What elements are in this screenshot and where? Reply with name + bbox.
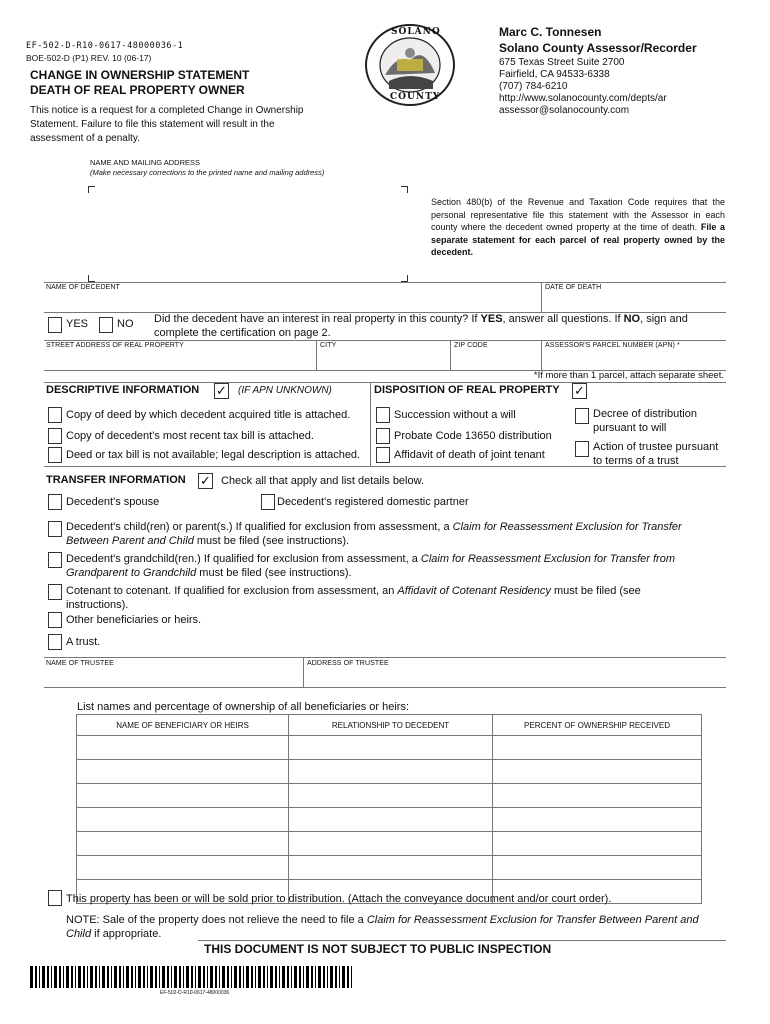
seal-bottom-text: COUNTY (390, 92, 441, 102)
table-row (77, 856, 702, 880)
zip-code-label: ZIP CODE (454, 342, 488, 349)
barcode-bar (239, 966, 241, 988)
barcode-bar (59, 966, 61, 988)
date-of-death-label: DATE OF DEATH (545, 284, 602, 291)
relationship-cell[interactable] (289, 856, 493, 880)
decedent-name-field[interactable] (46, 293, 538, 311)
street-address-label: STREET ADDRESS OF REAL PROPERTY (46, 342, 184, 349)
barcode-bar (258, 966, 261, 988)
barcode-bar (306, 966, 309, 988)
barcode-bar (287, 966, 289, 988)
barcode-bar (294, 966, 297, 988)
apn-unknown-note: (IF APN UNKNOWN) (238, 385, 332, 396)
barcode-bar (51, 966, 52, 988)
barcode-bar (66, 966, 69, 988)
barcode-bar (102, 966, 105, 988)
question-part-b: , answer all questions. If (502, 313, 624, 325)
barcode-bar (215, 966, 217, 988)
barcode-bar (327, 966, 328, 988)
table-row (77, 784, 702, 808)
beneficiaries-table (76, 714, 702, 904)
domestic-partner-label: Decedent's registered domestic partner (277, 496, 469, 508)
divider (44, 382, 726, 383)
note-text-b: if appropriate. (91, 928, 162, 940)
beneficiary-name-cell[interactable] (77, 832, 289, 856)
corner-mark-bl (88, 275, 95, 282)
no-checkbox[interactable] (99, 317, 113, 333)
mailing-label: NAME AND MAILING ADDRESS (90, 158, 201, 167)
cotenant-label (66, 584, 686, 612)
divider (44, 657, 726, 658)
note-text-a: NOTE: Sale of the property does not relieve the need to file a (66, 914, 367, 926)
barcode-bar (179, 966, 181, 988)
divider (44, 282, 726, 283)
barcode-bar (227, 966, 229, 988)
barcode-bar (99, 966, 100, 988)
barcode-bar (263, 966, 265, 988)
barcode-bar (279, 966, 280, 988)
question-yes: YES (480, 313, 503, 325)
percent-cell[interactable] (493, 760, 702, 784)
trustee-action-checkbox[interactable] (575, 441, 589, 457)
divider (316, 340, 317, 370)
legal-description-checkbox[interactable] (48, 447, 62, 463)
beneficiary-name-cell[interactable] (77, 856, 289, 880)
table-row (77, 760, 702, 784)
child-parent-checkbox[interactable] (48, 521, 62, 537)
barcode-bar (282, 966, 285, 988)
joint-tenant-label: Affidavit of death of joint tenant (394, 449, 545, 461)
barcode-bar (159, 966, 160, 988)
barcode-bar (186, 966, 189, 988)
barcode-bar (183, 966, 184, 988)
barcode-bar (114, 966, 117, 988)
question-part-a: Did the decedent have an interest in real property in this county? If (154, 313, 481, 325)
assessor-email[interactable]: assessor@solanocounty.com (499, 105, 630, 116)
barcode-bar (195, 966, 196, 988)
barcode-bar (39, 966, 40, 988)
form-title-line2: DEATH OF REAL PROPERTY OWNER (30, 83, 245, 97)
spouse-checkbox[interactable] (48, 494, 62, 510)
trust-checkbox[interactable] (48, 634, 62, 650)
percent-cell[interactable] (493, 736, 702, 760)
barcode-bar (335, 966, 337, 988)
barcode-bar (147, 966, 148, 988)
other-beneficiaries-label: Other beneficiaries or heirs. (66, 614, 202, 626)
sold-label: This property has been or will be sold prior to distribution. (Attach the conveyance document and/or court order). (66, 893, 612, 905)
mailing-sublabel: (Make necessary corrections to the printed name and mailing address) (90, 168, 325, 177)
assessor-name: Marc C. Tonnesen (499, 25, 602, 39)
grand-claim-form: Claim for Reassessment Exclusion for Transfer from Grandparent to Grandchild (66, 553, 675, 579)
date-of-death-field[interactable] (545, 293, 725, 311)
deed-copy-label: Copy of deed by which decedent acquired title is attached. (66, 409, 351, 421)
barcode-bar (251, 966, 253, 988)
barcode-bar (167, 966, 169, 988)
descriptive-checkmark-icon: ✓ (214, 383, 229, 399)
corner-mark-tr (401, 186, 408, 193)
section-480-body: Section 480(b) of the Revenue and Taxation Code requires that the personal representative file this statement with the Assessor in each county where the decedent owned property at the time of death. (431, 197, 725, 232)
barcode-bar (339, 966, 340, 988)
real-property-question (154, 312, 724, 340)
barcode-bar (219, 966, 220, 988)
cotenant-checkbox[interactable] (48, 584, 62, 600)
barcode-bar (315, 966, 316, 988)
yes-checkbox[interactable] (48, 317, 62, 333)
relationship-cell[interactable] (289, 736, 493, 760)
barcode-bar (191, 966, 193, 988)
form-code: EF-502-D-R10-0617-48000036-1 (26, 41, 184, 51)
child-text-a: Decedent's child(ren) or parent(s.) If qualified for exclusion from assessment, a (66, 521, 453, 533)
yes-label: YES (66, 318, 89, 330)
barcode-bar (210, 966, 213, 988)
seal-top-text: SOLANO (391, 27, 441, 37)
barcode-bar (123, 966, 124, 988)
barcode-bar (234, 966, 237, 988)
barcode-bar (111, 966, 112, 988)
trustee-address-label: ADDRESS OF TRUSTEE (307, 660, 389, 667)
barcode-bar (203, 966, 205, 988)
barcode (30, 966, 356, 988)
child-claim-form: Claim for Reassessment Exclusion for Transfer Between Parent and Child (66, 521, 682, 547)
decedent-name-label: NAME OF DECEDENT (46, 284, 120, 291)
section-480-bold: File a separate statement for each parcel of real property owned by the decedent. (431, 222, 725, 257)
disposition-heading: DISPOSITION OF REAL PROPERTY (374, 384, 560, 396)
assessor-phone: (707) 784-6210 (499, 81, 568, 92)
divider (450, 340, 451, 370)
barcode-bar (270, 966, 273, 988)
barcode-bar (107, 966, 109, 988)
percent-cell[interactable] (493, 784, 702, 808)
question-no: NO (623, 313, 641, 325)
section-480-text (431, 196, 725, 259)
transfer-instruction: Check all that apply and list details below. (221, 475, 425, 487)
decree-label: Decree of distribution pursuant to will (593, 408, 697, 434)
form-number: BOE-502-D (P1) REV. 10 (06-17) (26, 53, 152, 63)
spouse-label: Decedent's spouse (66, 496, 160, 508)
table-row (77, 832, 702, 856)
barcode-bar (342, 966, 345, 988)
percent-cell[interactable] (493, 808, 702, 832)
parcel-footnote: *If more than 1 parcel, attach separate sheet. (533, 370, 724, 381)
joint-tenant-checkbox[interactable] (376, 447, 390, 463)
barcode-bar (135, 966, 136, 988)
barcode-bar (90, 966, 93, 988)
barcode-bar (150, 966, 153, 988)
grandchild-label (66, 552, 726, 580)
table-row (77, 736, 702, 760)
beneficiary-name-cell[interactable] (77, 760, 289, 784)
descriptive-heading: DESCRIPTIVE INFORMATION (46, 384, 200, 396)
barcode-bar (330, 966, 333, 988)
legal-description-label: Deed or tax bill is not available; legal description is attached. (66, 449, 361, 461)
barcode-bar (138, 966, 141, 988)
barcode-bar (222, 966, 225, 988)
deed-copy-checkbox[interactable] (48, 407, 62, 423)
succession-label: Succession without a will (394, 409, 516, 421)
percent-cell[interactable] (493, 856, 702, 880)
trustee-name-label: NAME OF TRUSTEE (46, 660, 114, 667)
child-text-b: must be filed (see instructions). (193, 535, 350, 547)
county-seal (363, 23, 457, 107)
column-header-name: NAME OF BENEFICIARY OR HEIRS (77, 715, 289, 736)
beneficiary-name-cell[interactable] (77, 736, 289, 760)
assessor-address2: Fairfield, CA 94533-6338 (499, 69, 610, 80)
sale-note (66, 913, 716, 941)
barcode-bar (243, 966, 244, 988)
apn-label: ASSESSOR'S PARCEL NUMBER (APN) * (545, 342, 680, 349)
barcode-bar (255, 966, 256, 988)
barcode-bar (162, 966, 165, 988)
transfer-heading: TRANSFER INFORMATION (46, 474, 186, 486)
column-header-relationship: RELATIONSHIP TO DECEDENT (289, 715, 493, 736)
other-beneficiaries-checkbox[interactable] (48, 612, 62, 628)
barcode-bar (323, 966, 325, 988)
child-parent-label (66, 520, 726, 548)
relationship-cell[interactable] (289, 760, 493, 784)
barcode-bar (299, 966, 301, 988)
barcode-bar (119, 966, 121, 988)
no-label: NO (117, 318, 134, 330)
divider (44, 466, 726, 467)
barcode-bar (155, 966, 157, 988)
barcode-bar (95, 966, 97, 988)
barcode-bar (42, 966, 45, 988)
barcode-bar (30, 966, 33, 988)
mailing-address-area[interactable] (88, 186, 408, 282)
decree-checkbox[interactable] (575, 408, 589, 424)
trustee-action-label: Action of trustee pursuant to terms of a trust (593, 441, 719, 467)
city-label: CITY (320, 342, 337, 349)
divider (541, 282, 542, 312)
note-claim-form: Claim for Reassessment Exclusion for Transfer Between Parent and Child (66, 914, 699, 940)
cotenant-text-b: must be filed (see instructions). (66, 585, 641, 611)
barcode-bar (275, 966, 277, 988)
barcode-bar (207, 966, 208, 988)
disposition-checkmark-icon: ✓ (572, 383, 587, 399)
relationship-cell[interactable] (289, 832, 493, 856)
relationship-cell[interactable] (289, 808, 493, 832)
grand-text-b: must be filed (see instructions). (196, 567, 352, 579)
barcode-bar (63, 966, 64, 988)
barcode-bar (126, 966, 129, 988)
trustee-name-field[interactable] (46, 668, 301, 686)
beneficiary-name-cell[interactable] (77, 808, 289, 832)
assessor-url[interactable]: http://www.solanocounty.com/depts/ar (499, 93, 667, 104)
barcode-bar (291, 966, 292, 988)
probate-checkbox[interactable] (376, 428, 390, 444)
apn-field[interactable] (545, 351, 725, 369)
barcode-bar (143, 966, 145, 988)
corner-mark-br (401, 275, 408, 282)
barcode-bar (351, 966, 352, 988)
barcode-bar (231, 966, 232, 988)
barcode-bar (54, 966, 57, 988)
divider (44, 340, 726, 341)
barcode-bar (35, 966, 37, 988)
city-field[interactable] (320, 351, 448, 369)
form-title-line1: CHANGE IN OWNERSHIP STATEMENT (30, 68, 250, 82)
barcode-bar (71, 966, 73, 988)
sold-checkbox[interactable] (48, 890, 62, 906)
probate-label: Probate Code 13650 distribution (394, 430, 552, 442)
barcode-bar (198, 966, 201, 988)
trustee-address-field[interactable] (307, 668, 725, 686)
divider (370, 382, 371, 466)
barcode-bar (174, 966, 177, 988)
table-header-row (77, 715, 702, 736)
barcode-bar (311, 966, 313, 988)
cotenant-affidavit: Affidavit of Cotenant Residency (397, 585, 551, 597)
transfer-checkmark-icon: ✓ (198, 473, 213, 489)
assessor-title: Solano County Assessor/Recorder (499, 41, 697, 55)
barcode-bar (303, 966, 304, 988)
trust-label: A trust. (66, 636, 101, 648)
street-address-field[interactable] (46, 351, 314, 369)
table-row (77, 808, 702, 832)
percent-cell[interactable] (493, 832, 702, 856)
cotenant-text-a: Cotenant to cotenant. If qualified for exclusion from assessment, an (66, 585, 398, 597)
barcode-text: EF-502-D-R10-0617-48000036 (160, 990, 230, 996)
zip-code-field[interactable] (454, 351, 539, 369)
divider (303, 657, 304, 687)
barcode-bar (47, 966, 49, 988)
beneficiary-name-cell[interactable] (77, 784, 289, 808)
assessor-address1: 675 Texas Street Suite 2700 (499, 57, 625, 68)
column-header-percent: PERCENT OF OWNERSHIP RECEIVED (493, 715, 702, 736)
barcode-bar (318, 966, 321, 988)
divider (541, 340, 542, 370)
beneficiaries-intro: List names and percentage of ownership of all beneficiaries or heirs: (77, 701, 410, 713)
barcode-bar (131, 966, 133, 988)
tax-bill-checkbox[interactable] (48, 428, 62, 444)
barcode-bar (78, 966, 81, 988)
domestic-partner-checkbox[interactable] (261, 494, 275, 510)
barcode-bar (75, 966, 76, 988)
grandchild-checkbox[interactable] (48, 552, 62, 568)
penalty-notice: This notice is a request for a completed Change in Ownership Statement. Failure to file this statement will result in the assessment of a penalty. (30, 105, 304, 144)
relationship-cell[interactable] (289, 784, 493, 808)
public-inspection-notice: THIS DOCUMENT IS NOT SUBJECT TO PUBLIC INSPECTION (204, 942, 552, 956)
divider (44, 687, 726, 688)
barcode-bar (246, 966, 249, 988)
barcode-bar (347, 966, 349, 988)
barcode-bar (267, 966, 268, 988)
divider (198, 940, 726, 941)
grand-text-a: Decedent's grandchild(ren.) If qualified for exclusion from assessment, a (66, 553, 421, 565)
question-part-c: , sign and complete the certification on page 2. (154, 313, 688, 339)
succession-checkbox[interactable] (376, 407, 390, 423)
corner-mark-tl (88, 186, 95, 193)
barcode-bar (87, 966, 88, 988)
barcode-bar (83, 966, 85, 988)
tax-bill-label: Copy of decedent's most recent tax bill is attached. (66, 430, 314, 442)
barcode-bar (171, 966, 172, 988)
